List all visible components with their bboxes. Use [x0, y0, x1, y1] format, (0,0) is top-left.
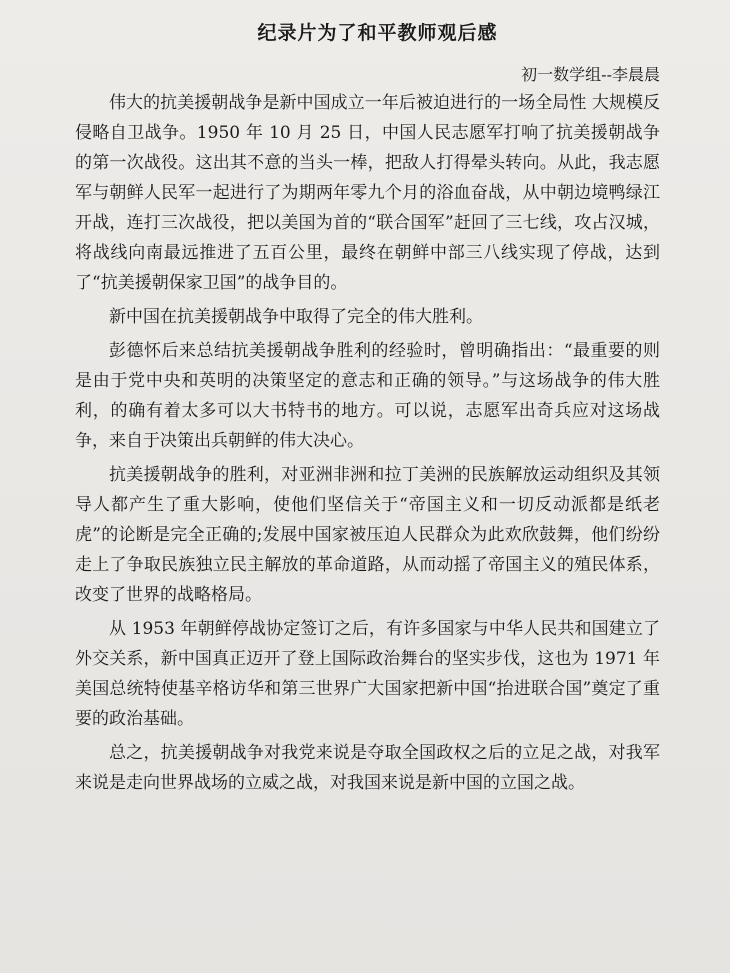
paragraph: 伟大的抗美援朝战争是新中国成立一年后被迫进行的一场全局性 大规模反侵略自卫战争。1950 年 10 月 25 日，中国人民志愿军打响了抗美援朝战争的第一次战役。这出其不意的当头一棒，把敌人打得晕头转向。从此，我志愿军与朝鲜人民军一起进行了为期两年零九个月的浴血奋战，从中朝边境鸭绿江开战，连打三次战役，把以美国为首的“联合国军”赶回了三七线，攻占汉城，将战线向南最远推进了五百公里，最终在朝鲜中部三八线实现了停战，达到了“抗美援朝保家卫国”的战争目的。 — [75, 93, 660, 293]
essay-body — [75, 88, 660, 798]
paragraph: 从 1953 年朝鲜停战协定签订之后，有许多国家与中华人民共和国建立了外交关系，新中国真正迈开了登上国际政治舞台的坚实步伐，这也为 1971 年美国总统特使基辛格访华和第三世界广大国家把新中国“抬进联合国”奠定了重要的政治基础。 — [75, 619, 660, 729]
author-line: 初一数学组--李晨晨 — [521, 65, 660, 84]
paragraph: 总之，抗美援朝战争对我党来说是夺取全国政权之后的立足之战，对我军来说是走向世界战场的立威之战，对我国来说是新中国的立国之战。 — [75, 743, 660, 793]
paragraph: 新中国在抗美援朝战争中取得了完全的伟大胜利。 — [109, 307, 483, 327]
paragraph: 抗美援朝战争的胜利，对亚洲非洲和拉丁美洲的民族解放运动组织及其领导人都产生了重大影响，使他们坚信关于“帝国主义和一切反动派都是纸老虎”的论断是完全正确的;发展中国家被压迫人民群众为此欢欣鼓舞，他们纷纷走上了争取民族独立民主解放的革命道路，从而动摇了帝国主义的殖民体系，改变了世界的战略格局。 — [75, 465, 660, 605]
paragraph: 彭德怀后来总结抗美援朝战争胜利的经验时，曾明确指出：“最重要的则是由于党中央和英明的决策坚定的意志和正确的领导。”与这场战争的伟大胜利，的确有着太多可以大书特书的地方。可以说，志愿军出奇兵应对这场战争，来自于决策出兵朝鲜的伟大决心。 — [75, 341, 660, 451]
page-title: 纪录片为了和平教师观后感 — [257, 22, 498, 44]
